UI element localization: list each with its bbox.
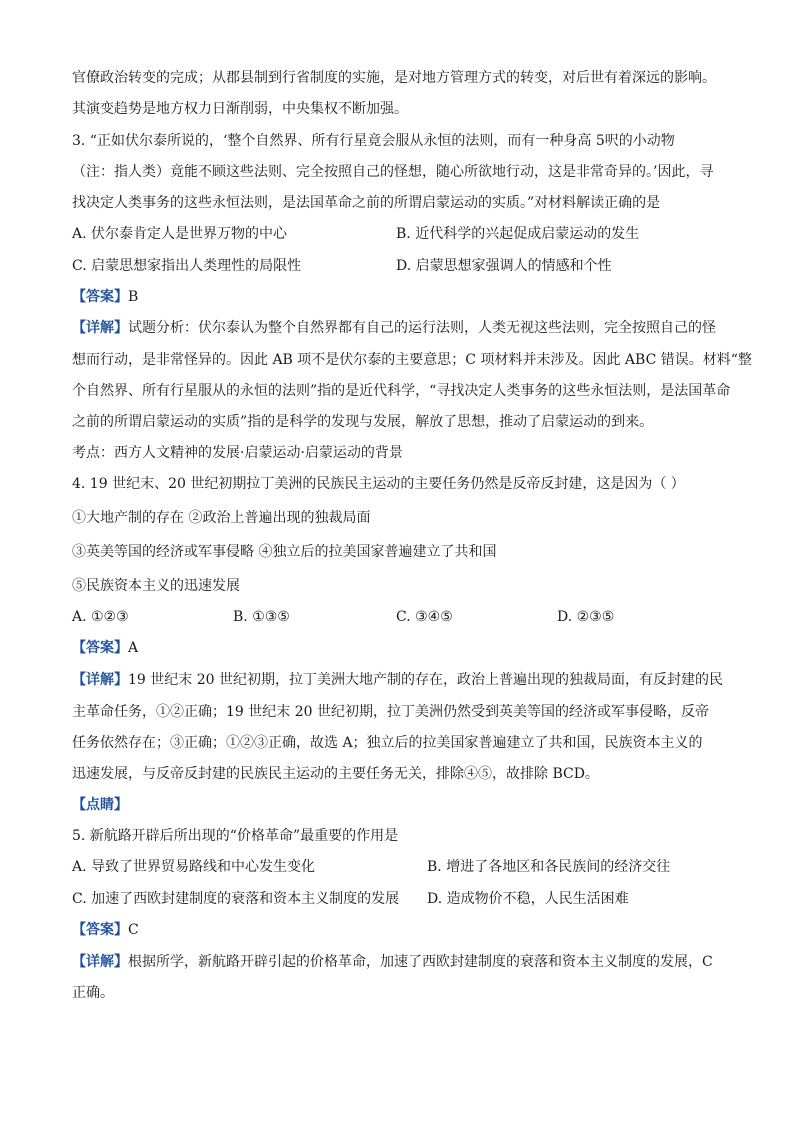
detail-tag: 【详解】 bbox=[72, 320, 128, 336]
q5-answer bbox=[72, 920, 722, 940]
answer-value: A bbox=[128, 640, 139, 656]
intro-line-1: 官僚政治转变的完成；从郡县制到行省制度的实施，是对地方管理方式的转变，对后世有着深远的影响。 bbox=[72, 70, 716, 86]
q3-answer bbox=[72, 287, 722, 307]
answer-tag: 【答案】 bbox=[72, 640, 128, 656]
intro-line-2: 其演变趋势是地方权力日渐削弱，中央集权不断加强。 bbox=[72, 101, 408, 117]
q4-option-b: B. ①③⑤ bbox=[233, 609, 290, 625]
detail-tag: 【详解】 bbox=[72, 672, 128, 688]
detail-text: 19 世纪末 20 世纪初期，拉丁美洲大地产制的存在，政治上普遍出现的独裁局面，有反封建的民 bbox=[128, 672, 723, 688]
q4-items-2: ③英美等国的经济或军事侵略 ④独立后的拉美国家普遍建立了共和国 bbox=[72, 544, 497, 560]
q3-detail-2: 想而行动，是非常怪异的。因此 AB 项不是伏尔泰的主要意思；C 项材料并未涉及。因此 ABC 错误。材料“整 bbox=[72, 352, 752, 368]
q3-stem-1: 3. “正如伏尔泰所说的，‘整个自然界、所有行星竟会服从永恒的法则，而有一种身高 5呎的小动物 bbox=[72, 133, 675, 149]
q3-option-c: C. 启蒙思想家指出人类理性的局限性 bbox=[72, 258, 302, 274]
q3-stem-2: （注：指人类）竟能不顾这些法则、完全按照自己的怪想，随心所欲地行动，这是非常奇异的。’因此，寻 bbox=[72, 164, 714, 180]
q4-items-1: ①大地产制的存在 ②政治上普遍出现的独裁局面 bbox=[72, 510, 371, 526]
q4-items-3: ⑤民族资本主义的迅速发展 bbox=[72, 578, 240, 594]
q4-option-a: A. ①②③ bbox=[72, 609, 129, 625]
q5-detail-2: 正确。 bbox=[72, 985, 114, 1001]
q4-stem: 4. 19 世纪末、20 世纪初期拉丁美洲的民族民主运动的主要任务仍然是反帝反封建，这是因为（ ） bbox=[72, 476, 685, 492]
answer-value: C bbox=[128, 922, 139, 938]
q4-detail-4: 迅速发展，与反帝反封建的民族民主运动的主要任务无关，排除④⑤，故排除 BCD。 bbox=[72, 766, 599, 782]
detail-tag: 【详解】 bbox=[72, 954, 128, 970]
q4-option-c: C. ③④⑤ bbox=[396, 609, 453, 625]
q4-detail-2: 主革命任务，①②正确；19 世纪末 20 世纪初期，拉丁美洲仍然受到英美等国的经济或军事侵略，反帝 bbox=[72, 704, 709, 720]
q5-stem: 5. 新航路开辟后所出现的“价格革命”最重要的作用是 bbox=[72, 828, 399, 844]
q3-option-b: B. 近代科学的兴起促成启蒙运动的发生 bbox=[396, 226, 640, 242]
q5-option-d: D. 造成物价不稳，人民生活困难 bbox=[427, 891, 629, 907]
answer-tag: 【答案】 bbox=[72, 922, 128, 938]
q3-knowledge-point: 考点：西方人文精神的发展·启蒙运动·启蒙运动的背景 bbox=[72, 445, 403, 461]
q4-answer bbox=[72, 638, 722, 658]
q5-option-c: C. 加速了西欧封建制度的衰落和资本主义制度的发展 bbox=[72, 891, 400, 907]
detail-text: 根据所学，新航路开辟引起的价格革命，加速了西欧封建制度的衰落和资本主义制度的发展，C bbox=[128, 954, 713, 970]
q4-note bbox=[72, 795, 722, 815]
q5-detail-1 bbox=[72, 952, 722, 972]
note-tag: 【点睛】 bbox=[72, 797, 128, 813]
q3-option-a: A. 伏尔泰肯定人是世界万物的中心 bbox=[72, 226, 288, 242]
detail-text: 试题分析：伏尔泰认为整个自然界都有自己的运行法则，人类无视这些法则，完全按照自己的怪 bbox=[128, 320, 716, 336]
q4-detail-1 bbox=[72, 670, 722, 690]
q4-option-d: D. ②③⑤ bbox=[557, 609, 615, 625]
q3-option-d: D. 启蒙思想家强调人的情感和个性 bbox=[396, 258, 612, 274]
q3-detail-1 bbox=[72, 318, 722, 338]
q3-detail-4: 之前的所谓启蒙运动的实质”指的是科学的发现与发展，解放了思想，推动了启蒙运动的到来。 bbox=[72, 414, 654, 430]
q5-option-a: A. 导致了世界贸易路线和中心发生变化 bbox=[72, 859, 316, 875]
q4-detail-3: 任务依然存在；③正确；①②③正确，故选 A；独立后的拉美国家普遍建立了共和国，民族资本主义的 bbox=[72, 735, 703, 751]
answer-value: B bbox=[128, 289, 139, 305]
answer-tag: 【答案】 bbox=[72, 289, 128, 305]
q3-stem-3: 找决定人类事务的这些永恒法则，是法国革命之前的所谓启蒙运动的实质。”对材料解读正确的是 bbox=[72, 195, 661, 211]
q5-option-b: B. 增进了各地区和各民族间的经济交往 bbox=[427, 859, 671, 875]
q3-detail-3: 个自然界、所有行星服从的永恒的法则”指的是近代科学，“寻找决定人类事务的这些永恒法则，是法国革命 bbox=[72, 383, 731, 399]
